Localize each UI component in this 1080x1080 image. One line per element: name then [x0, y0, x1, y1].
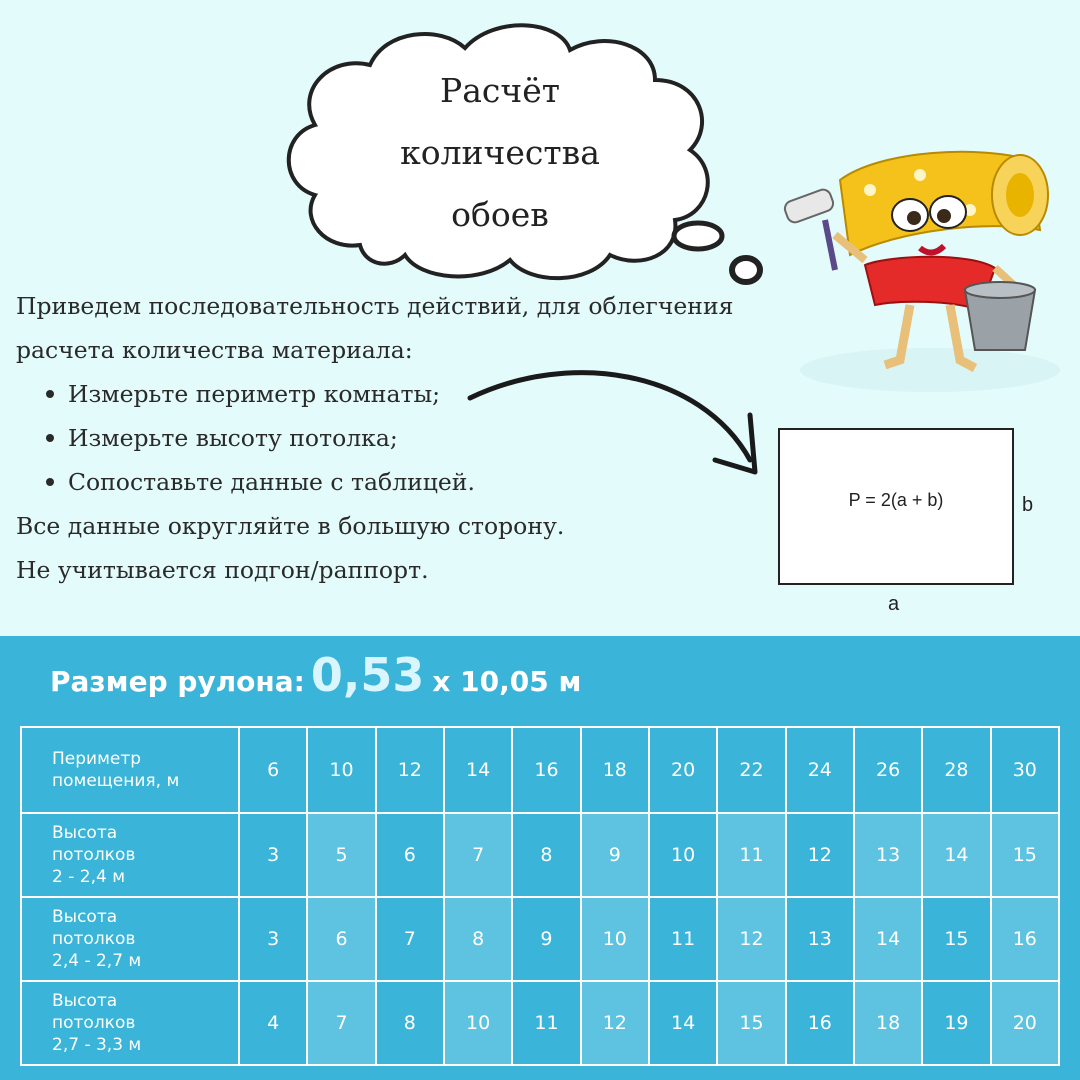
table-cell: 12 — [581, 981, 649, 1065]
table-cell: 15 — [922, 897, 990, 981]
table-cell: 16 — [786, 981, 854, 1065]
table-cell: 8 — [444, 897, 512, 981]
step-text: Измерьте высоту потолка; — [68, 424, 398, 452]
bullet-icon — [46, 478, 54, 486]
table-cell: 14 — [444, 727, 512, 813]
table-cell: 15 — [717, 981, 785, 1065]
table-cell: 9 — [512, 897, 580, 981]
bullet-icon — [46, 434, 54, 442]
table-cell: 26 — [854, 727, 922, 813]
table-cell: 16 — [991, 897, 1059, 981]
table-row — [21, 727, 1059, 813]
table-cell: 10 — [307, 727, 375, 813]
table-cell: 24 — [786, 727, 854, 813]
note-rounding: Все данные округляйте в большую сторону. — [16, 512, 565, 540]
table-cell: 14 — [922, 813, 990, 897]
perimeter-formula: P = 2(a + b) — [848, 490, 944, 510]
table-cell: 18 — [854, 981, 922, 1065]
table-cell: 12 — [376, 727, 444, 813]
table-cell: 14 — [854, 897, 922, 981]
table-cell: 3 — [239, 897, 307, 981]
row-header-line: Периметр — [52, 749, 142, 769]
row-header — [21, 813, 239, 897]
table-cell: 22 — [717, 727, 785, 813]
table-cell: 13 — [854, 813, 922, 897]
row-header — [21, 727, 239, 813]
table-cell: 4 — [239, 981, 307, 1065]
table-cell: 10 — [649, 813, 717, 897]
panel-title — [50, 648, 581, 702]
table-cell: 16 — [512, 727, 580, 813]
table-cell: 5 — [307, 813, 375, 897]
cloud-title-line: количества — [400, 133, 600, 172]
table-cell: 28 — [922, 727, 990, 813]
table-cell: 7 — [307, 981, 375, 1065]
table-cell: 10 — [581, 897, 649, 981]
cloud-title-line: Расчёт — [440, 71, 560, 110]
table-cell: 12 — [717, 897, 785, 981]
table-row — [21, 897, 1059, 981]
wallpaper-roll-mascot-icon — [780, 140, 1070, 400]
title-suffix: х 10,05 м — [432, 665, 582, 698]
table-cell: 8 — [376, 981, 444, 1065]
thought-cloud — [270, 10, 790, 310]
table-cell: 10 — [444, 981, 512, 1065]
table-cell: 6 — [376, 813, 444, 897]
table-cell: 13 — [786, 897, 854, 981]
side-a-label: a — [888, 593, 900, 615]
table-row — [21, 813, 1059, 897]
row-header-line: Высота — [52, 907, 118, 927]
table-body — [21, 727, 1059, 1065]
table-cell: 14 — [649, 981, 717, 1065]
bullet-icon — [46, 390, 54, 398]
step-text: Сопоставьте данные с таблицей. — [68, 468, 475, 496]
title-prefix: Размер рулона: — [50, 665, 305, 698]
table-cell: 11 — [512, 981, 580, 1065]
table-cell: 15 — [991, 813, 1059, 897]
side-b-label: b — [1022, 494, 1034, 516]
row-header-line: потолков — [52, 929, 136, 949]
table-cell: 8 — [512, 813, 580, 897]
row-header-line: 2,7 - 3,3 м — [52, 1035, 142, 1055]
room-rectangle — [778, 428, 1014, 585]
row-header — [21, 981, 239, 1065]
table-cell: 7 — [376, 897, 444, 981]
cloud-title-line: обоев — [451, 195, 549, 234]
table-cell: 9 — [581, 813, 649, 897]
row-header-line: 2 - 2,4 м — [52, 867, 126, 887]
cloud-title — [400, 60, 600, 246]
roll-table-panel — [0, 636, 1080, 1080]
row-header-line: 2,4 - 2,7 м — [52, 951, 142, 971]
table-cell: 11 — [717, 813, 785, 897]
row-header-line: Высота — [52, 823, 118, 843]
table-cell: 6 — [239, 727, 307, 813]
table-cell: 11 — [649, 897, 717, 981]
table-cell: 18 — [581, 727, 649, 813]
step-text: Измерьте периметр комнаты; — [68, 380, 441, 408]
row-header-line: Высота — [52, 991, 118, 1011]
table-cell: 30 — [991, 727, 1059, 813]
table-cell: 20 — [649, 727, 717, 813]
table-cell: 3 — [239, 813, 307, 897]
curved-arrow-icon — [460, 360, 780, 490]
table-cell: 20 — [991, 981, 1059, 1065]
row-header-line: потолков — [52, 845, 136, 865]
wallpaper-table — [20, 726, 1060, 1066]
table-row — [21, 981, 1059, 1065]
intro-paragraph: Приведем последовательность действий, для облегчения расчета количества материала: — [16, 292, 734, 364]
row-header — [21, 897, 239, 981]
note-rapport: Не учитывается подгон/раппорт. — [16, 556, 429, 584]
table-cell: 19 — [922, 981, 990, 1065]
table-cell: 12 — [786, 813, 854, 897]
row-header-line: помещения, м — [52, 771, 180, 791]
row-header-line: потолков — [52, 1013, 136, 1033]
table-cell: 7 — [444, 813, 512, 897]
title-width: 0,53 — [310, 648, 425, 702]
table-cell: 6 — [307, 897, 375, 981]
